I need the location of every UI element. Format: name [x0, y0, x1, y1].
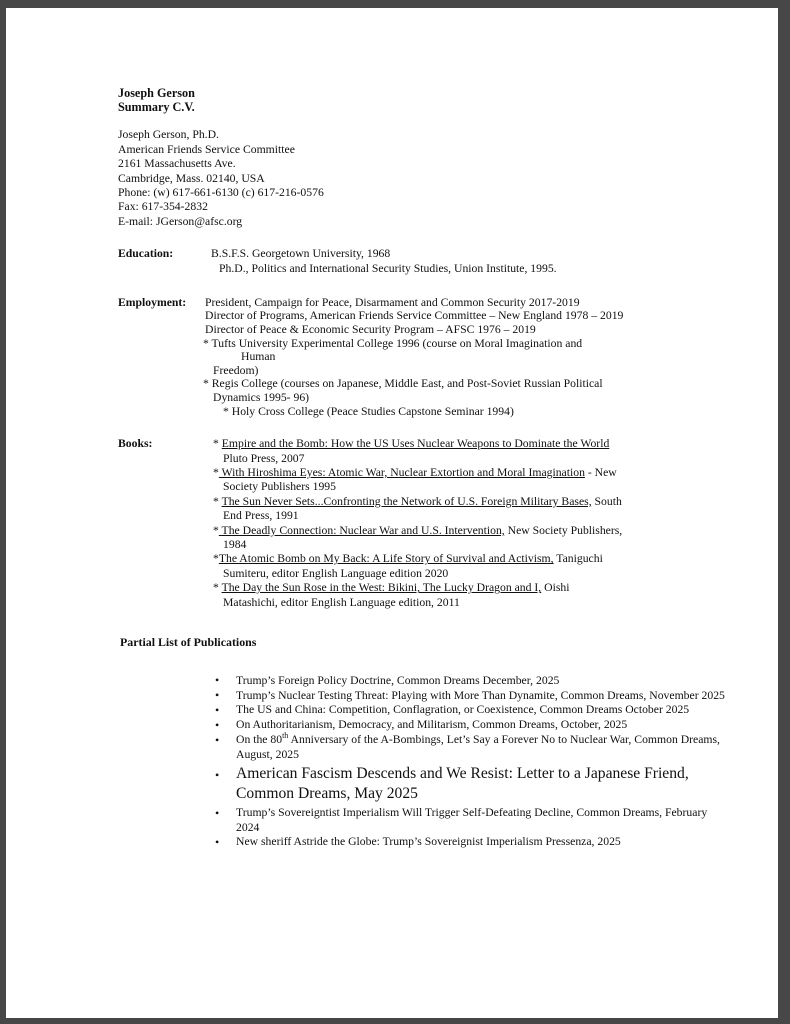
section-employment [112, 296, 732, 418]
book-continuation: 1984 [223, 538, 247, 552]
employment-entry: Director of Peace & Economic Security Program – AFSC 1976 – 2019 [205, 323, 536, 337]
education-entry: B.S.F.S. Georgetown University, 1968 [211, 247, 391, 261]
publication-item: • Trump’s Foreign Policy Doctrine, Common Dreams December, 2025 [215, 674, 732, 688]
book-marker: * [213, 581, 222, 595]
book-marker: * [213, 523, 219, 537]
employment-entry: * Tufts University Experimental College 1996 (course on Moral Imagination and [203, 336, 583, 350]
book-entry [213, 581, 732, 610]
publication-item: • On Authoritarianism, Democracy, and Militarism, Common Dreams, October, 2025 [215, 718, 732, 732]
contact-line-organization: American Friends Service Committee [118, 142, 295, 156]
book-continuation: Sumiteru, editor English Language edition 2020 [223, 566, 449, 580]
book-continuation: Matashichi, editor English Language edition, 2011 [223, 595, 460, 609]
publication-item: • The US and China: Competition, Conflagration, or Coexistence, Common Dreams October 2025 [215, 703, 732, 717]
book-marker: * [213, 437, 222, 451]
book-entry [213, 466, 732, 495]
document-header [112, 86, 732, 229]
book-entry [213, 495, 732, 524]
contact-line-name: Joseph Gerson, Ph.D. [118, 128, 219, 142]
book-title: Empire and the Bomb: How the US Uses Nuclear Weapons to Dominate the World [221, 437, 610, 451]
section-education [112, 247, 732, 276]
document-page [6, 8, 778, 1018]
book-publisher-inline: Taniguchi [553, 552, 603, 566]
section-books [112, 437, 732, 610]
book-entry [213, 437, 732, 466]
publication-item [215, 733, 732, 762]
publication-item: • New sheriff Astride the Globe: Trump’s Sovereignist Imperialism Pressenza, 2025 [215, 835, 732, 849]
book-title: The Sun Never Sets...Confronting the Network of U.S. Foreign Military Bases, [221, 494, 592, 508]
employment-entry-continuation: Dynamics 1995- 96) [213, 391, 310, 404]
book-continuation: Society Publishers 1995 [223, 480, 336, 494]
contact-line-phone: Phone: (w) 617-661-6130 (c) 617-216-0576 [118, 186, 324, 200]
book-title: The Day the Sun Rose in the West: Bikini, The Lucky Dragon and I, [221, 581, 542, 595]
publication-text-pre: On the 80 [236, 733, 283, 747]
publication-item-featured: • American Fascism Descends and We Resist: Letter to a Japanese Friend, Common Dreams, May 2025 [215, 764, 732, 803]
author-name: Joseph Gerson [118, 86, 195, 100]
book-title: The Deadly Connection: Nuclear War and U.S. Intervention, [218, 523, 505, 537]
publications-list [112, 674, 732, 850]
book-publisher-inline: - New [584, 466, 617, 479]
ordinal-suffix: th [282, 731, 289, 741]
publication-text-post: Anniversary of the A-Bombings, Let’s Say a Forever No to Nuclear War, Common Dreams, August, 2025 [236, 733, 720, 761]
book-entry [213, 552, 732, 581]
book-publisher-inline: Oishi [541, 581, 570, 595]
employment-entry: Director of Programs, American Friends Service Committee – New England 1978 – 2019 [205, 309, 624, 323]
publications-heading: Partial List of Publications [120, 635, 257, 650]
employment-entry: President, Campaign for Peace, Disarmament and Common Security 2017-2019 [205, 295, 580, 309]
book-publisher-inline: New Society Publishers, [504, 523, 623, 537]
employment-entry: * Regis College (courses on Japanese, Middle East, and Post-Soviet Russian Political [203, 377, 603, 391]
contact-line-street: 2161 Massachusetts Ave. [118, 157, 236, 171]
education-body [211, 247, 732, 276]
employment-body [205, 296, 732, 418]
book-marker: * [213, 552, 219, 566]
contact-line-email: E-mail: JGerson@afsc.org [118, 214, 243, 228]
education-entry: Ph.D., Politics and International Security Studies, Union Institute, 1995. [219, 261, 557, 275]
employment-entry: * Holy Cross College (Peace Studies Capstone Seminar 1994) [223, 404, 514, 418]
book-marker: * [213, 494, 222, 508]
book-continuation: End Press, 1991 [223, 509, 299, 523]
books-body [213, 437, 732, 610]
document-subtitle: Summary C.V. [118, 100, 195, 115]
book-title: With Hiroshima Eyes: Atomic War, Nuclear Extortion and Moral Imagination [218, 466, 585, 479]
book-entry [213, 524, 732, 553]
book-title: The Atomic Bomb on My Back: A Life Story of Survival and Activism, [218, 552, 554, 566]
publication-item: • Trump’s Nuclear Testing Threat: Playing with More Than Dynamite, Common Dreams, November 2025 [215, 689, 732, 703]
contact-line-city: Cambridge, Mass. 02140, USA [118, 171, 265, 185]
book-marker: * [213, 466, 219, 479]
education-label: Education: [118, 247, 174, 261]
book-publisher-inline: South [591, 494, 622, 508]
book-continuation: Pluto Press, 2007 [223, 451, 305, 465]
employment-entry-continuation: Human [241, 350, 276, 364]
employment-entry-continuation: Freedom) [213, 363, 259, 377]
books-label: Books: [118, 437, 153, 451]
contact-line-fax: Fax: 617-354-2832 [118, 200, 208, 214]
employment-label: Employment: [118, 295, 187, 309]
cv-content [112, 86, 732, 850]
publication-item: • Trump’s Sovereigntist Imperialism Will Trigger Self-Defeating Decline, Common Dreams, February 2024 [215, 806, 732, 835]
contact-block [118, 128, 732, 229]
